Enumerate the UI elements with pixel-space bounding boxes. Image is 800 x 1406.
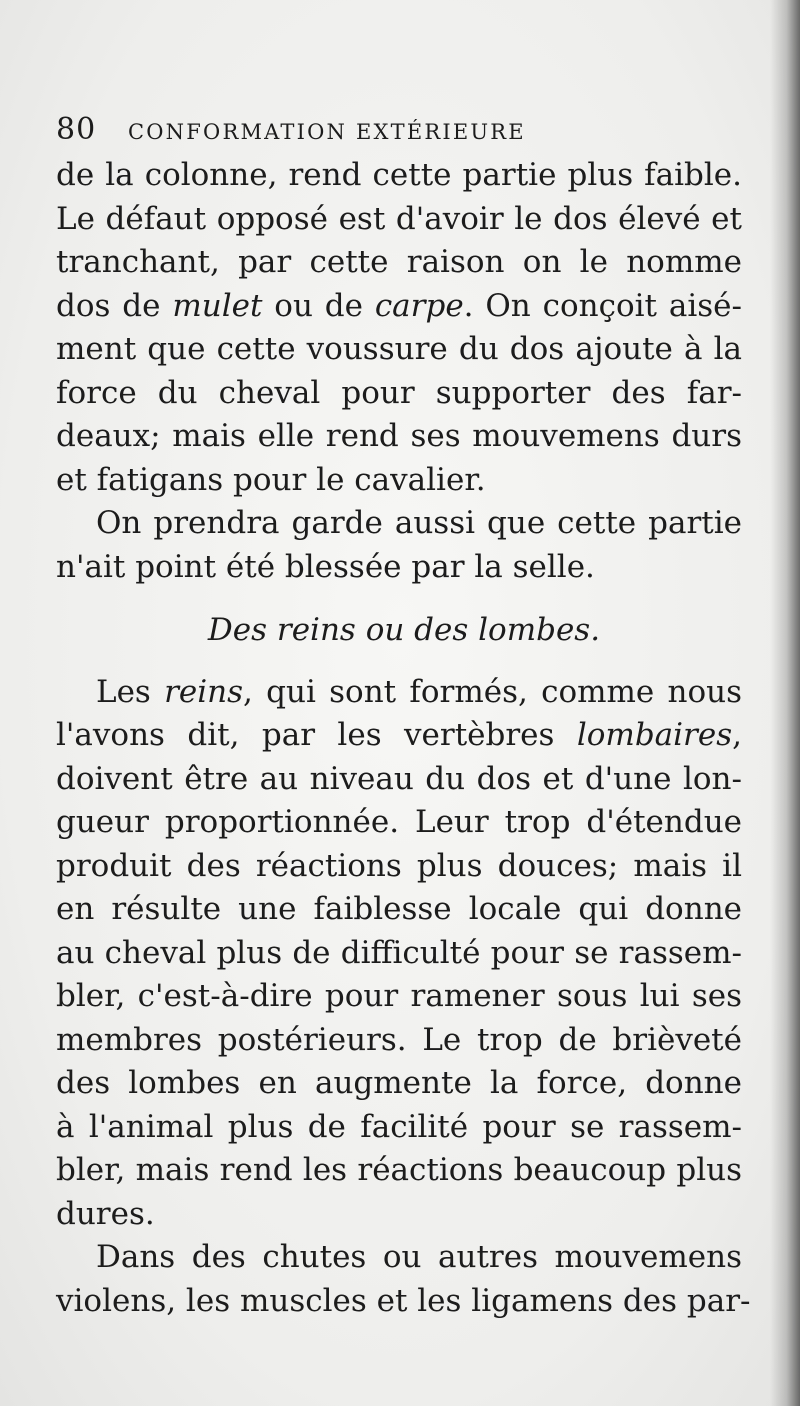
text-line: ment que cette voussure du dos ajoute à la bbox=[56, 331, 742, 367]
text-line: deaux; mais elle rend ses mouvemens durs bbox=[56, 418, 742, 454]
paragraph bbox=[56, 502, 742, 589]
text-line: dures. bbox=[56, 1195, 155, 1232]
paragraph bbox=[56, 154, 742, 502]
text-line: membres postérieurs. Le trop de brièveté bbox=[56, 1021, 742, 1058]
text-line: doivent être au niveau du dos et d'une lon- bbox=[56, 760, 742, 797]
italic-term: carpe bbox=[374, 287, 464, 324]
text-run: ou de bbox=[262, 287, 375, 324]
text-run: Les bbox=[96, 673, 165, 710]
italic-term: reins bbox=[164, 673, 244, 710]
text-run: , qui sont formés, comme nous bbox=[243, 673, 742, 710]
text-line: produit des réactions plus douces; mais il bbox=[56, 847, 742, 884]
page-edge-shadow bbox=[770, 0, 800, 1406]
text-run: l'avons dit, par les vertèbres bbox=[56, 717, 577, 753]
text-line: Le défaut opposé est d'avoir le dos élevé et bbox=[56, 200, 742, 237]
text-line: bler, c'est-à-dire pour ramener sous lui ses bbox=[56, 978, 742, 1014]
text-line: On prendra garde aussi que cette partie bbox=[96, 505, 742, 541]
text-line: violens, les muscles et les ligamens des par- bbox=[56, 1282, 751, 1319]
italic-term: lombaires bbox=[576, 717, 733, 753]
page-header bbox=[56, 112, 742, 154]
page-number: 80 bbox=[56, 112, 97, 147]
text-line: des lombes en augmente la force, donne bbox=[56, 1065, 742, 1101]
text-line: tranchant, par cette raison on le nomme bbox=[56, 244, 742, 280]
text-run: , bbox=[732, 717, 742, 753]
paragraph bbox=[56, 671, 742, 1237]
text-line: bler, mais rend les réactions beaucoup plus bbox=[56, 1152, 742, 1188]
section-heading: Des reins ou des lombes. bbox=[207, 612, 601, 648]
text-line: à l'animal plus de facilité pour se rassem- bbox=[56, 1108, 742, 1145]
text-line: de la colonne, rend cette partie plus faible. bbox=[56, 157, 742, 193]
text-line bbox=[56, 714, 742, 758]
text-line bbox=[56, 671, 742, 715]
text-line bbox=[56, 285, 742, 329]
text-block bbox=[56, 112, 751, 1323]
text-line: au cheval plus de difficulté pour se rassem- bbox=[56, 934, 742, 971]
italic-term: mulet bbox=[172, 287, 263, 324]
text-line: force du cheval pour supporter des far- bbox=[56, 374, 742, 411]
text-line: Dans des chutes ou autres mouvemens bbox=[96, 1239, 742, 1275]
paragraph bbox=[56, 1236, 751, 1323]
text-run: dos de bbox=[56, 287, 173, 324]
text-line: gueur proportionnée. Leur trop d'étendue bbox=[56, 804, 742, 840]
text-line: n'ait point été blessée par la selle. bbox=[56, 548, 595, 585]
text-run: . On conçoit aisé- bbox=[463, 287, 742, 324]
text-line: en résulte une faiblesse locale qui donne bbox=[56, 891, 742, 927]
running-title: CONFORMATION EXTÉRIEURE bbox=[128, 120, 526, 144]
text-line: et fatigans pour le cavalier. bbox=[56, 461, 486, 498]
